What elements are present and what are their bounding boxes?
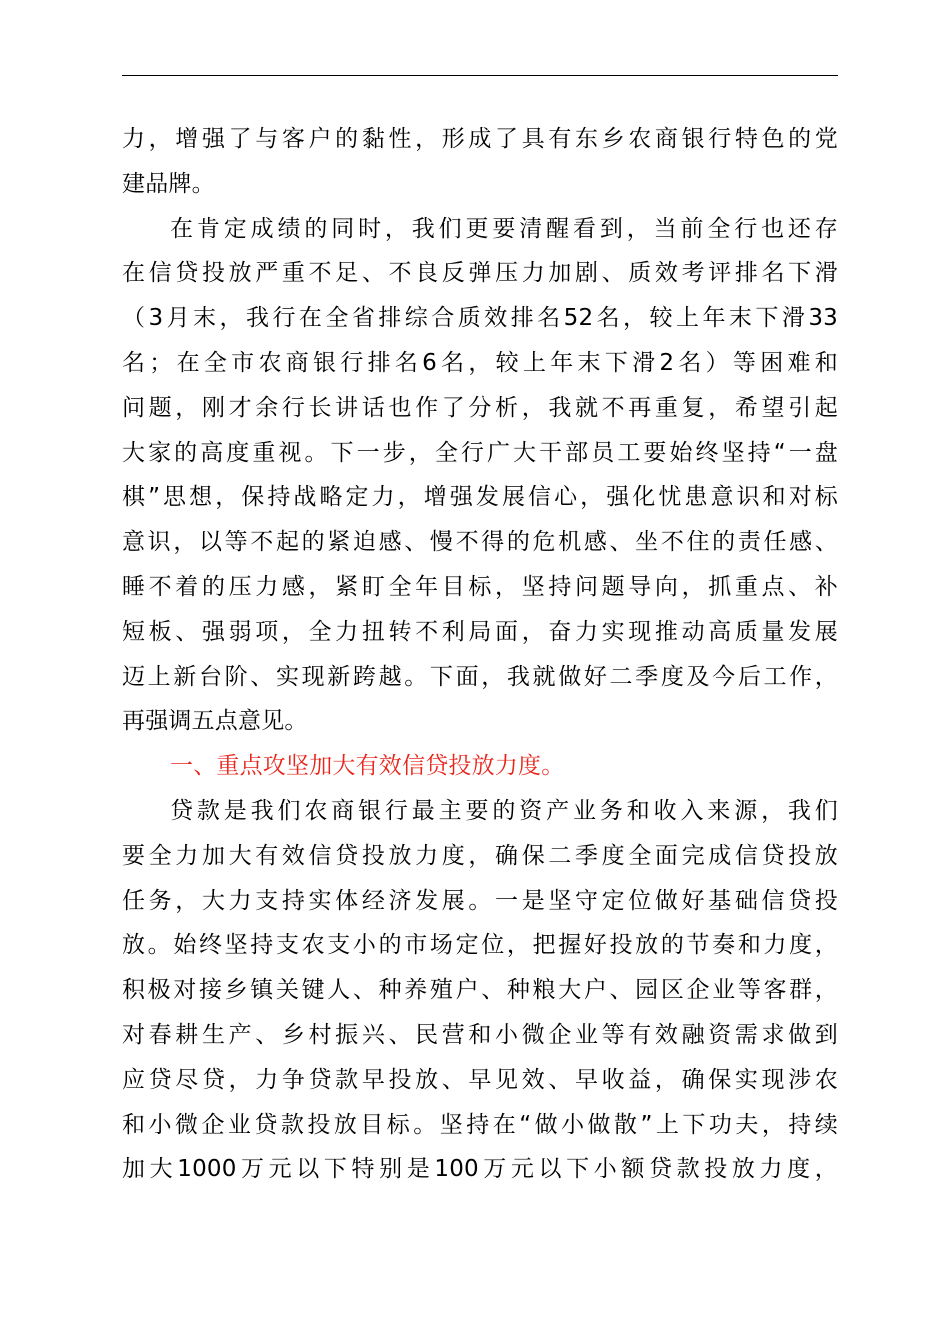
text-line: 棋”思想，保持战略定力，增强发展信心，强化忧患意识和对标 — [122, 484, 838, 511]
text-line: 问题，刚才余行长讲话也作了分析，我就不再重复，希望引起 — [122, 394, 838, 421]
text-line: 要全力加大有效信贷投放力度，确保二季度全面完成信贷投放 — [122, 842, 838, 869]
text-line: 在信贷投放严重不足、不良反弹压力加剧、质效考评排名下滑 — [122, 260, 838, 287]
paragraph — [122, 207, 838, 745]
text-line: 再强调五点意见。 — [122, 708, 308, 735]
text-line: 迈上新台阶、实现新跨越。下面，我就做好二季度及今后工作， — [122, 663, 838, 690]
text-line: 名；在全市农商银行排名6名，较上年末下滑2名）等困难和 — [122, 349, 838, 376]
paragraph — [122, 789, 838, 1192]
text-line: 在肯定成绩的同时，我们更要清醒看到，当前全行也还存 — [170, 215, 838, 242]
document-body — [122, 117, 838, 1192]
text-line: 力，增强了与客户的黏性，形成了具有东乡农商银行特色的党 — [122, 126, 838, 152]
text-line: 放。始终坚持支农支小的市场定位，把握好投放的节奏和力度， — [122, 932, 838, 959]
heading-text: 一、重点攻坚加大有效信贷投放力度。 — [170, 753, 565, 780]
text-line: 应贷尽贷，力争贷款早投放、早见效、早收益，确保实现涉农 — [122, 1066, 838, 1093]
section-heading — [122, 744, 838, 789]
text-line: 加大1000万元以下特别是100万元以下小额贷款投放力度， — [122, 1156, 838, 1183]
text-line: 意识，以等不起的紧迫感、慢不得的危机感、坐不住的责任感、 — [122, 529, 838, 556]
text-line: 大家的高度重视。下一步，全行广大干部员工要始终坚持“一盘 — [122, 439, 838, 466]
paragraph — [122, 117, 838, 207]
text-line: 睡不着的压力感，紧盯全年目标，坚持问题导向，抓重点、补 — [122, 573, 838, 600]
text-line: 贷款是我们农商银行最主要的资产业务和收入来源，我们 — [170, 797, 838, 824]
text-line: 任务，大力支持实体经济发展。一是坚守定位做好基础信贷投 — [122, 887, 838, 914]
text-line: 积极对接乡镇关键人、种养殖户、种粮大户、园区企业等客群， — [122, 977, 838, 1004]
text-line: 建品牌。 — [122, 170, 215, 197]
text-line: 对春耕生产、乡村振兴、民营和小微企业等有效融资需求做到 — [122, 1021, 838, 1048]
text-line: 短板、强弱项，全力扭转不利局面，奋力实现推动高质量发展 — [122, 618, 838, 645]
header-rule — [122, 75, 838, 76]
text-line: 和小微企业贷款投放目标。坚持在“做小做散”上下功夫，持续 — [122, 1111, 838, 1138]
text-line: （3月末，我行在全省排综合质效排名52名，较上年末下滑33 — [122, 305, 838, 332]
